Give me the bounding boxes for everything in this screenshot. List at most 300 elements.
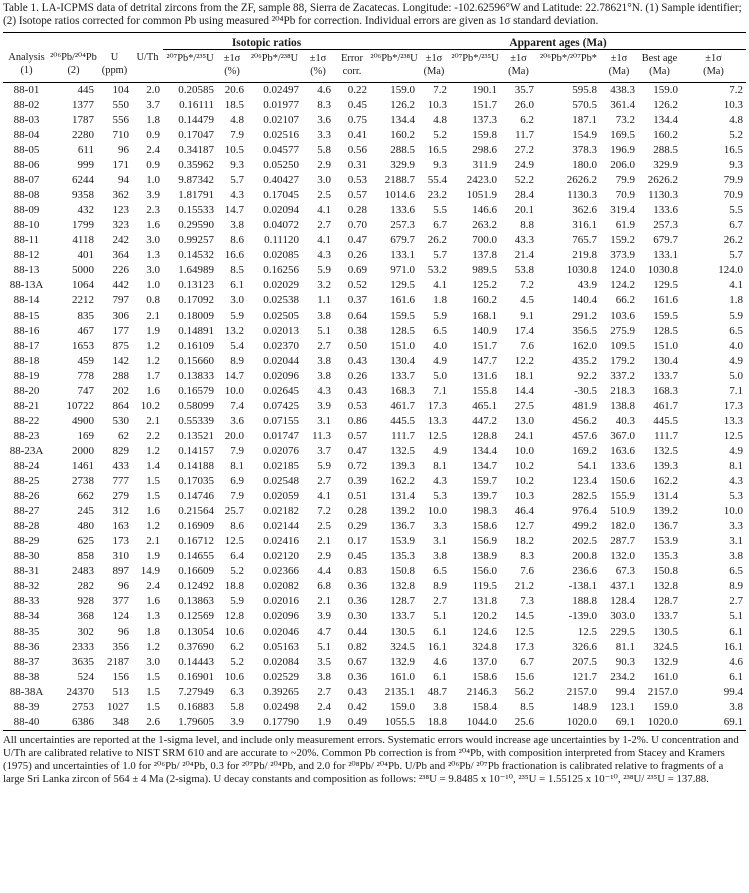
table-cell: 2135.1 [384, 685, 415, 698]
table-cell: 4.1 [433, 279, 447, 292]
table-cell: 161.0 [390, 670, 415, 683]
table-cell: 7.1 [433, 384, 447, 397]
table-cell: 0.39265 [263, 685, 299, 698]
table-cell: 5.2 [433, 128, 447, 141]
table-cell: 96 [118, 580, 129, 593]
table-cell: 10722 [66, 399, 94, 412]
table-cell: 1.6 [146, 595, 160, 608]
table-cell: 361.4 [610, 98, 635, 111]
table-cell: 1.8 [146, 625, 160, 638]
table-cell: 11.3 [312, 429, 331, 442]
table-cell: 5.7 [433, 249, 447, 262]
table-cell: 829 [112, 444, 129, 457]
table-row [3, 579, 746, 594]
table-cell: 0.17790 [247, 715, 302, 731]
table-cell: 928 [77, 595, 94, 608]
table-cell: 3.9 [317, 610, 331, 623]
table-cell: 4.8 [230, 113, 244, 126]
analysis-id-cell: 88-15 [13, 309, 40, 322]
table-cell: 132.8 [390, 580, 415, 593]
table-cell: 0.40427 [263, 174, 299, 187]
table-cell: 154.9 [572, 128, 597, 141]
table-cell: 5.8 [317, 144, 331, 157]
table-cell: 159.5 [653, 309, 678, 322]
table-cell: 132.5 [390, 444, 415, 457]
table-row [3, 459, 746, 474]
table-cell: 26.2 [427, 234, 447, 247]
table-cell: 160.2 [390, 128, 415, 141]
table-cell: 0.29 [347, 520, 367, 533]
table-cell: 134.7 [472, 460, 497, 472]
table-cell: 16.1 [723, 640, 743, 653]
column-header-label: Best age [641, 52, 678, 64]
table-cell: 8.9 [433, 580, 447, 593]
table-cell: 7.9 [230, 128, 244, 141]
table-cell: 0.01747 [263, 429, 299, 442]
table-cell: 180.0 [572, 159, 597, 172]
table-row [3, 248, 746, 263]
table-cell: 0.34187 [178, 144, 214, 157]
table-cell: 0.02645 [263, 384, 299, 397]
table-cell: 0.13833 [178, 369, 214, 382]
table-cell: 550 [112, 98, 129, 111]
table-cell: 187.1 [572, 113, 597, 126]
table-cell: 12.2 [514, 354, 534, 367]
table-cell: 0.13123 [178, 279, 214, 292]
table-cell: 1.0 [146, 279, 160, 292]
table-cell: 161.0 [653, 670, 678, 683]
column-header-unit: (Ma) [423, 65, 445, 77]
table-cell: 17.3 [514, 640, 534, 653]
table-cell: 139.2 [390, 505, 415, 518]
table-cell: 153.9 [390, 535, 415, 548]
table-cell: 133.7 [653, 610, 678, 623]
table-cell: 4118 [72, 234, 94, 247]
table-cell: 5.2 [729, 128, 743, 141]
table-cell: 153.9 [653, 535, 678, 548]
table-cell: 0.9 [146, 128, 160, 141]
table-cell: 5.7 [230, 174, 244, 187]
table-cell: 16.5 [723, 144, 743, 157]
analysis-id-cell: 88-29 [13, 535, 40, 548]
table-cell: 14.4 [514, 384, 534, 397]
table-row [3, 324, 746, 339]
table-cell: 2.4 [317, 700, 331, 713]
table-cell: 124.0 [610, 264, 635, 277]
table-cell: 6.2 [520, 113, 534, 126]
column-header-label: ±1σ [425, 52, 443, 64]
table-cell: 0.50 [347, 339, 367, 352]
table-cell: 0.14157 [178, 444, 214, 457]
table-row [3, 715, 746, 731]
table-cell: 0.45 [347, 550, 367, 563]
analysis-id-cell: 88-22 [13, 414, 40, 427]
table-cell: 156 [112, 670, 129, 683]
table-cell: 92.2 [577, 369, 597, 382]
table-cell: 6.7 [433, 219, 447, 232]
table-cell: 0.22 [347, 83, 367, 96]
table-cell: 8.3 [317, 98, 331, 111]
table-cell: 1.6 [146, 219, 160, 232]
table-cell: 151.7 [472, 98, 497, 111]
table-cell: 0.64 [347, 309, 367, 322]
table-cell: 8.1 [729, 460, 743, 472]
table-cell: 126.2 [653, 98, 678, 111]
table-cell: 5.9 [230, 309, 244, 322]
table-cell: 139.2 [653, 505, 678, 518]
table-cell: 316.1 [572, 219, 597, 232]
table-cell: 1.5 [146, 490, 160, 503]
table-cell: 159.0 [653, 700, 678, 713]
table-cell: 2000 [72, 444, 94, 457]
table-cell: 1377 [72, 98, 94, 111]
table-cell: 0.04577 [263, 144, 299, 157]
table-row [3, 564, 746, 579]
table-row [3, 504, 746, 519]
column-header-label: ²⁰⁷Pb*/²³⁵U [166, 52, 214, 64]
table-cell: 162.2 [653, 475, 678, 488]
table-cell: 12.5 [577, 625, 597, 638]
table-cell: 12.5 [514, 625, 534, 638]
table-cell: 14.7 [224, 369, 244, 382]
table-cell: 0.13863 [178, 595, 214, 608]
table-cell: 134.4 [653, 113, 678, 126]
table-cell: 18.8 [224, 580, 244, 593]
table-cell: 1.8 [433, 294, 447, 307]
table-cell: 1014.6 [384, 189, 415, 202]
table-cell: 1020.0 [537, 715, 600, 731]
table-cell: 8.1 [433, 460, 447, 472]
table-cell: 4.9 [729, 444, 743, 457]
table-row [3, 399, 746, 414]
table-cell: 263.2 [472, 219, 497, 232]
table-cell: 0.11120 [264, 234, 299, 247]
table-cell: 14.9 [140, 565, 160, 578]
table-cell: 146.6 [472, 204, 497, 217]
table-cell: 151.7 [472, 339, 497, 352]
table-cell: 5.1 [433, 610, 447, 623]
document [3, 2, 746, 787]
table-cell: 10.6 [224, 670, 244, 683]
table-row [3, 700, 746, 715]
table-cell: 348 [97, 715, 132, 731]
table-cell: 4.3 [230, 189, 244, 202]
table-row [3, 339, 746, 354]
table-cell: 481.9 [572, 399, 597, 412]
table-cell: 132.0 [610, 550, 635, 563]
table-row [3, 429, 746, 444]
table-cell: 0.67 [347, 655, 367, 668]
analysis-id-cell: 88-23 [13, 429, 40, 442]
table-cell: 18.8 [418, 715, 450, 731]
table-cell: 54.1 [577, 460, 597, 472]
table-cell: 3.0 [146, 264, 160, 277]
column-header-label: Error [341, 52, 363, 64]
table-cell: 4.1 [317, 490, 331, 503]
table-cell: 132.8 [653, 580, 678, 593]
table-cell: 96 [118, 625, 129, 638]
table-cell: 0.07425 [263, 399, 299, 412]
table-cell: 7.1 [729, 384, 743, 397]
table-cell: 0.02505 [263, 309, 299, 322]
table-cell: 10.3 [427, 98, 447, 111]
table-row [3, 685, 746, 700]
table-cell: 138.8 [610, 399, 635, 412]
table-cell: 461.7 [653, 399, 678, 412]
table-cell: 67.3 [615, 565, 635, 578]
table-cell: 0.12492 [178, 580, 214, 593]
isotopic-ratios-header: Isotopic ratios [163, 33, 370, 50]
table-cell: 0.02516 [263, 128, 299, 141]
table-cell: 159.0 [390, 700, 415, 713]
table-cell: 182.0 [610, 520, 635, 533]
table-cell: 158.6 [472, 670, 497, 683]
table-cell: 8.6 [230, 234, 244, 247]
table-cell: 1.1 [317, 294, 331, 307]
table-cell: 257.3 [653, 219, 678, 232]
column-header-label: ±1σ [309, 52, 327, 64]
table-cell: 0.16111 [179, 98, 214, 111]
table-cell: 373.9 [610, 249, 635, 262]
table-cell: 245 [77, 505, 94, 518]
table-cell: 0.16909 [178, 520, 214, 533]
table-cell: 282 [77, 580, 94, 593]
table-cell: 2.0 [146, 83, 160, 96]
table-cell: 778 [77, 369, 94, 382]
table-cell: 3.8 [729, 550, 743, 563]
table-cell: 530 [112, 414, 129, 427]
table-cell: 128.5 [390, 324, 415, 337]
table-cell: 159.0 [653, 83, 678, 96]
table-cell: 151.0 [390, 339, 415, 352]
table-row [3, 188, 746, 203]
table-cell: 13.0 [514, 414, 534, 427]
table-cell: 0.02046 [263, 625, 299, 638]
table-row [3, 625, 746, 640]
table-cell: -139.0 [568, 610, 597, 623]
table-cell: 1787 [72, 113, 94, 126]
table-cell: 0.39 [347, 475, 367, 488]
table-cell: 3.9 [146, 189, 160, 202]
table-cell: 0.01977 [263, 98, 299, 111]
table-cell: 11.7 [515, 128, 534, 141]
table-row [3, 594, 746, 609]
table-cell: 0.9 [146, 159, 160, 172]
table-row [3, 549, 746, 564]
table-cell: 362.6 [572, 204, 597, 217]
table-cell: 123.1 [610, 700, 635, 713]
table-cell: 156.0 [472, 565, 497, 578]
table-cell: 0.58099 [178, 399, 214, 412]
table-cell: 0.02120 [263, 550, 299, 563]
table-cell: 5.9 [317, 460, 331, 472]
table-cell: 1.5 [146, 670, 160, 683]
table-cell: 0.02084 [263, 655, 299, 668]
table-cell: 124.0 [718, 264, 743, 277]
analysis-id-cell: 88-31 [13, 565, 40, 578]
table-cell: 2.7 [317, 685, 331, 698]
table-cell: 20.0 [224, 429, 244, 442]
table-cell: 3.0 [146, 234, 160, 247]
table-cell: 20.6 [224, 83, 244, 96]
table-cell: 0.04072 [263, 219, 299, 232]
table-cell: 125.2 [472, 279, 497, 292]
table-cell: 150.8 [653, 565, 678, 578]
table-cell: 513 [112, 685, 129, 698]
table-cell: 4.8 [433, 113, 447, 126]
table-cell: 3.9 [217, 715, 247, 731]
analysis-id-cell: 88-04 [13, 128, 40, 141]
table-cell: 368 [77, 610, 94, 623]
table-cell: 12.8 [224, 610, 244, 623]
table-cell: 0.53 [347, 399, 367, 412]
table-cell: 236.6 [572, 565, 597, 578]
table-cell: 1461 [72, 460, 94, 472]
table-cell: 0.02107 [263, 113, 299, 126]
column-header-label: ±1σ [610, 52, 628, 64]
table-cell: 134.4 [390, 113, 415, 126]
table-row [3, 444, 746, 459]
table-cell: 1051.9 [466, 189, 497, 202]
table-cell: 2.1 [317, 595, 331, 608]
table-cell: 7.4 [230, 399, 244, 412]
table-cell: 10.0 [514, 444, 534, 457]
column-header [163, 49, 217, 82]
table-cell: 0.69 [347, 264, 367, 277]
table-cell: 155.8 [472, 384, 497, 397]
analysis-id-cell: 88-18 [13, 354, 40, 367]
table-cell: 364 [112, 249, 129, 262]
table-cell: 0.55339 [178, 414, 214, 427]
table-row [3, 414, 746, 429]
analysis-id-cell: 88-35 [13, 625, 40, 638]
table-cell: 2.1 [146, 309, 160, 322]
table-cell: 0.02144 [263, 520, 299, 533]
table-cell: 467 [77, 324, 94, 337]
table-cell: 0.47 [347, 234, 367, 247]
table-cell: 94 [118, 174, 129, 187]
table-cell: 0.17045 [263, 189, 299, 202]
analysis-id-cell: 88-17 [13, 339, 40, 352]
table-cell: 5.9 [317, 264, 331, 277]
table-cell: 226 [112, 264, 129, 277]
table-cell: 1.9 [302, 715, 334, 731]
table-cell: 4.0 [729, 339, 743, 352]
table-cell: 6.1 [230, 279, 244, 292]
table-cell: 447.2 [472, 414, 497, 427]
table-cell: 0.43 [347, 685, 367, 698]
table-cell: 6.2 [230, 640, 244, 653]
table-cell: 5.5 [433, 204, 447, 217]
table-cell: 218.3 [610, 384, 635, 397]
table-cell: 287.7 [610, 535, 635, 548]
table-cell: 1030.8 [647, 264, 678, 277]
table-cell: 442 [112, 279, 129, 292]
table-cell: 5.3 [433, 490, 447, 503]
table-cell: 5.5 [729, 204, 743, 217]
table-cell: 138.9 [472, 550, 497, 563]
table-cell: 6.1 [729, 670, 743, 683]
analysis-id-cell: 88-11 [13, 234, 40, 247]
table-cell: 163 [112, 520, 129, 533]
table-cell: 0.17035 [178, 475, 214, 488]
table-cell: 324.8 [472, 640, 497, 653]
table-cell: 5.9 [433, 309, 447, 322]
table-cell: 288 [112, 369, 129, 382]
table-cell: 0.47 [347, 444, 367, 457]
column-header-unit: (ppm) [101, 65, 128, 77]
table-cell: 2146.3 [466, 685, 497, 698]
column-header-label: ±1σ [705, 52, 722, 64]
table-cell: 4.3 [317, 384, 331, 397]
table-cell: 150.8 [390, 565, 415, 578]
table-cell: 5.9 [729, 309, 743, 322]
table-cell: 438.3 [610, 83, 635, 96]
table-cell: 282.5 [572, 490, 597, 503]
column-header [132, 49, 163, 82]
analysis-id-cell: 88-20 [13, 384, 40, 397]
analysis-id-cell: 88-25 [13, 475, 40, 488]
table-cell: 0.36 [347, 670, 367, 683]
table-cell: 190.1 [472, 83, 497, 96]
table-cell: 356 [112, 640, 129, 653]
table-cell: 13.3 [723, 414, 743, 427]
table-cell: 303.0 [610, 610, 635, 623]
table-cell: 128.7 [390, 595, 415, 608]
table-cell: 168.3 [653, 384, 678, 397]
table-cell: 13.3 [427, 414, 447, 427]
table-cell: 61.9 [615, 219, 635, 232]
table-cell: 131.8 [472, 595, 497, 608]
table-cell: 864 [112, 399, 129, 412]
table-cell: 17.3 [427, 399, 447, 412]
table-cell: 279 [112, 490, 129, 503]
table-cell: 6386 [50, 715, 97, 731]
table-cell: 1.79605 [163, 715, 217, 731]
table-cell: 2626.2 [647, 174, 678, 187]
table-cell: 3.0 [230, 294, 244, 307]
table-cell: 135.3 [653, 550, 678, 563]
table-cell: 62 [118, 429, 129, 442]
table-row [3, 233, 746, 248]
table-cell: 168.3 [390, 384, 415, 397]
table-cell: 159.0 [390, 83, 415, 96]
column-header [638, 49, 681, 82]
analysis-id-cell: 88-12 [13, 249, 40, 262]
table-row [3, 98, 746, 113]
column-header [600, 49, 638, 82]
table-cell: 2212 [72, 294, 94, 307]
table-cell: 2.4 [146, 144, 160, 157]
table-row [3, 128, 746, 143]
analysis-id-cell: 88-33 [13, 595, 40, 608]
table-cell: 1.6 [146, 505, 160, 518]
table-cell: 3.0 [317, 174, 331, 187]
table-cell: 0.02094 [263, 204, 299, 217]
table-cell: 219.8 [572, 249, 597, 262]
column-header-label: U [110, 52, 119, 64]
table-cell: 99.4 [615, 685, 635, 698]
table-cell: 311.9 [472, 159, 497, 172]
table-cell: 1020.0 [638, 715, 681, 731]
table-cell: 2423.0 [466, 174, 497, 187]
table-cell: 162.2 [390, 475, 415, 488]
table-cell: 0.02185 [263, 460, 299, 472]
analysis-id-cell: 88-16 [13, 324, 40, 337]
column-header-label: Analysis [8, 52, 45, 64]
analysis-id-cell: 88-09 [13, 204, 40, 217]
table-cell: 595.8 [572, 83, 597, 96]
